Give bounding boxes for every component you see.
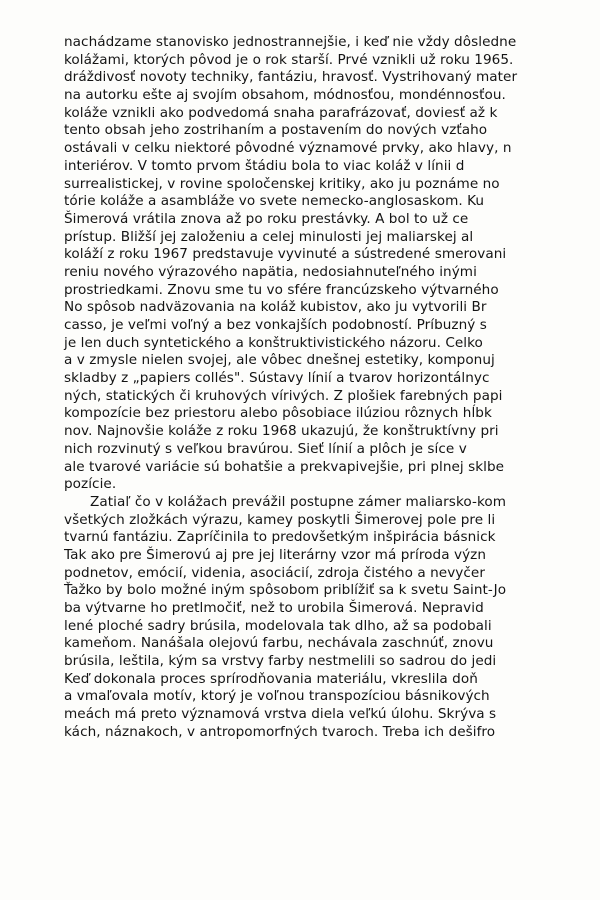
text-line: ostávali v celku niektoré pôvodné významové prvky, ako hlavy, n bbox=[64, 140, 512, 157]
text-line: pozície. bbox=[64, 476, 117, 493]
text-line: tórie koláže a asambláže vo svete nemecko-anglosaskom. Ku bbox=[64, 193, 485, 210]
text-line: nich rozvinutý s veľkou bravúrou. Sieť línií a plôch je síce v bbox=[64, 440, 467, 457]
text-line: kompozície bez priestoru alebo pôsobiace ilúziou rôznych hĺbk bbox=[64, 405, 492, 422]
text-line: Tak ako pre Šimerovú aj pre jej literárny vzor má príroda význ bbox=[64, 546, 487, 563]
text-line: Zatiaľ čo v kolážach prevážil postupne zámer maliarsko-kom bbox=[90, 493, 507, 510]
text-line: tvarnú fantáziu. Zapríčinila to predovšetkým inšpirácia básnick bbox=[64, 529, 496, 546]
text-line: na autorku ešte aj svojím obsahom, módnosťou, mondénnosťou. bbox=[64, 87, 506, 104]
text-line: a v zmysle nielen svojej, ale vôbec dnešnej estetiky, komponuj bbox=[64, 352, 495, 369]
text-line: Šimerová vrátila znova až po roku prestávky. A bol to už ce bbox=[64, 210, 469, 227]
text-line: skladby z „papiers collés". Sústavy línií a tvarov horizontálnyc bbox=[64, 370, 490, 387]
text-line: koláží z roku 1967 predstavuje vyvinuté a sústredené smerovani bbox=[64, 246, 507, 263]
text-line: všetkých zložkách výrazu, kamey poskytli Šimerovej pole pre li bbox=[64, 511, 496, 528]
text-line: podnetov, emócií, videnia, asociácií, zdroja čistého a nevyčer bbox=[64, 564, 485, 581]
text-line: brúsila, leštila, kým sa vrstvy farby nestmelili so sadrou do jedi bbox=[64, 653, 497, 670]
text-line: ale tvarové variácie sú bohatšie a prekvapivejšie, pri plnej sklbe bbox=[64, 458, 505, 475]
text-line: Ťažko by bolo možné iným spôsobom priblížiť sa k svetu Saint-Jo bbox=[64, 582, 507, 599]
text-line: ba výtvarne ho pretlmočiť, než to urobila Šimerová. Nepravid bbox=[64, 600, 484, 616]
text-line: casso, je veľmi voľný a bez vonkajších podobností. Príbuzný s bbox=[64, 317, 487, 333]
text-line: kách, náznakoch, v antropomorfných tvaroch. Treba ich dešifro bbox=[64, 723, 496, 740]
text-line: nov. Najnovšie koláže z roku 1968 ukazujú, že konštruktívny pri bbox=[64, 423, 499, 440]
text-line: interiérov. V tomto prvom štádiu bola to viac koláž v línii d bbox=[64, 157, 465, 174]
body-text bbox=[64, 34, 600, 742]
text-line: ných, statických či kruhových vírivých. Z plošiek farebných papi bbox=[64, 387, 503, 404]
text-line: tento obsah jeho zostrihaním a postavením do nových vzťaho bbox=[64, 122, 488, 139]
text-line: prostriedkami. Znovu sme tu vo sfére francúzskeho výtvarného bbox=[64, 281, 499, 298]
text-line: surrealistickej, v rovine spoločenskej kritiky, ako ju poznáme no bbox=[64, 175, 500, 192]
text-line: je len duch syntetického a konštruktivistického názoru. Celko bbox=[64, 334, 483, 351]
text-line: a vmaľovala motív, ktorý je voľnou transpozíciou básnikových bbox=[64, 688, 490, 705]
text-line: prístup. Bližší jej založeniu a celej minulosti jej maliarskej al bbox=[64, 228, 474, 245]
text-line: lené ploché sadry brúsila, modelovala tak dlho, až sa podobali bbox=[64, 617, 492, 634]
text-line: koláže vznikli ako podvedomá snaha parafrázovať, doviesť až k bbox=[64, 104, 498, 121]
text-line: meách má preto významová vrstva diela veľkú úlohu. Skrýva s bbox=[64, 706, 497, 723]
text-line: kolážami, ktorých pôvod je o rok starší. Prvé vznikli už roku 1965. bbox=[64, 51, 514, 68]
text-line: kameňom. Nanášala olejovú farbu, nechávala zaschnúť, znovu bbox=[64, 635, 494, 652]
text-line: dráždivosť novoty techniky, fantáziu, hravosť. Vystrihovaný mater bbox=[64, 69, 518, 86]
text-line: nachádzame stanovisko jednostrannejšie, i keď nie vždy dôsledne bbox=[64, 34, 517, 50]
text-line: reniu nového výrazového napätia, nedosiahnuteľného inými bbox=[64, 263, 477, 280]
text-line: No spôsob nadväzovania na koláž kubistov, ako ju vytvorili Br bbox=[64, 299, 487, 316]
text-line: Keď dokonala proces sprírodňovania materiálu, vkreslila doň bbox=[64, 670, 478, 687]
